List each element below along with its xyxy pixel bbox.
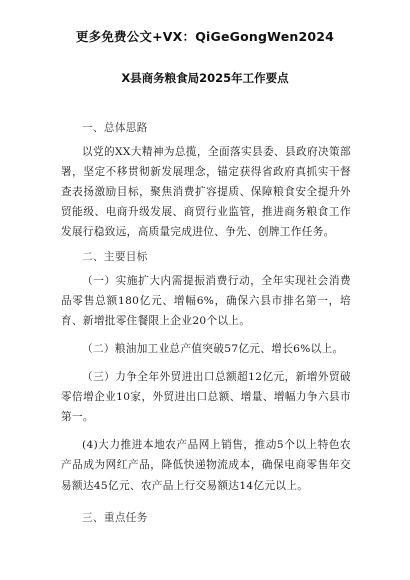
target-item-4: (4)大力推进本地农产品网上销售，推动5个以上特色农产品成为网红产品，降低快递物流成本，确保电商零售年交易额达45亿元、农产品上行交易额达14亿元以上。	[61, 439, 351, 492]
document-body	[61, 118, 351, 532]
overall-approach-paragraph: 以党的XX大精神为总揽，全面落实县委、县政府决策部署，坚定不移贯彻新发展理念，锚定获得省政府真抓实干督查表扬激励目标，聚焦消费扩容提质、保障粮食安全提升外贸能级、电商升级发展、商贸行业监管，推进商务粮食工作发展行稳致远，高质量完成进位、争先、创牌工作任务。	[61, 146, 351, 239]
spacer	[61, 427, 351, 435]
document-title: X县商务粮食局2025年工作要点	[121, 71, 289, 85]
section-heading-main-targets: 二、主要目标	[82, 250, 148, 263]
spacer	[61, 496, 351, 504]
target-item-3: （三）力争全年外贸进出口总额超12亿元，新增外贸破零倍增企业10家，外贸进出口总额、增量、增幅力争六县市第一。	[61, 371, 351, 424]
target-item-2: （二）粮油加工业总产值突破57亿元、增长6%以上。	[82, 342, 344, 355]
target-item-1: （一）实施扩大内需提振消费行动，全年实现社会消费品零售总额180亿元、增幅6%，确保六县市排名第一，培育、新增批零住餐限上企业20个以上。	[61, 274, 351, 327]
spacer	[61, 359, 351, 367]
promo-banner: 更多免费公文+VX：QiGeGongWen2024	[75, 29, 335, 44]
section-heading-overall-approach: 一、总体思路	[82, 122, 148, 134]
spacer	[61, 331, 351, 339]
section-heading-key-tasks: 三、重点任务	[82, 511, 148, 524]
